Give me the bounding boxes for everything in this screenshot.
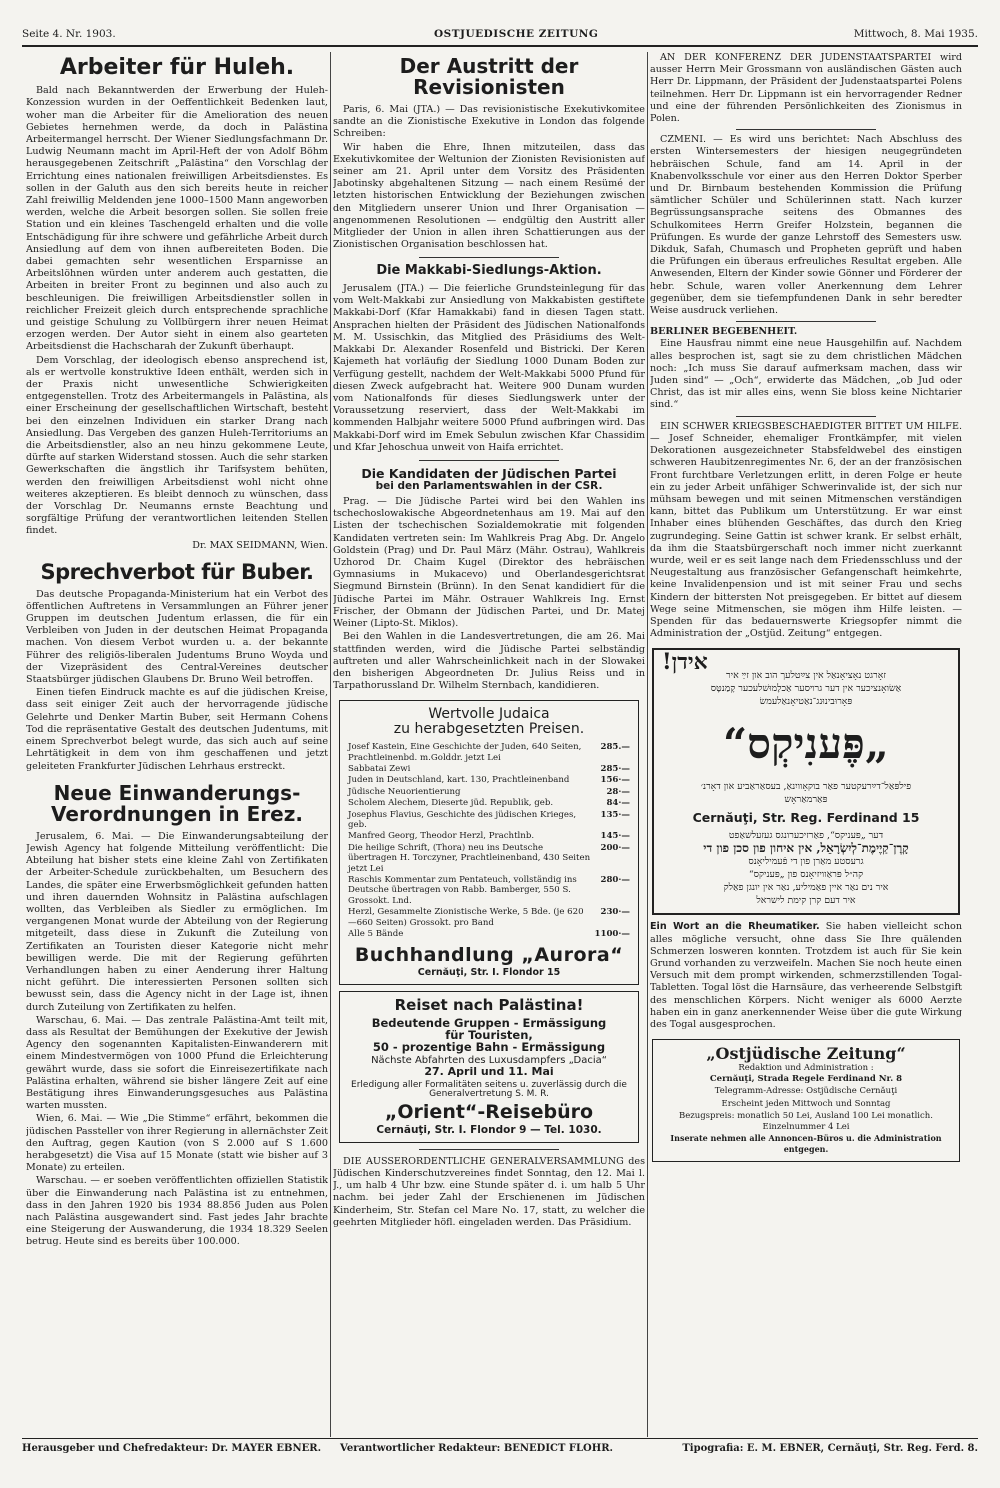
book-title: Herzl, Gesammelte Zionistische Werke, 5 Bde. (je 620—660 Seiten) Grossokt. pro Band xyxy=(348,907,584,928)
book-title: Josef Kastein, Eine Geschichte der Juden, 640 Seiten, Prachtleinenbd. m.Golddr. jetzt Lei xyxy=(348,742,582,763)
book-row xyxy=(348,764,630,775)
paragraph: Wir haben die Ehre, Ihnen mitzuteilen, dass das Exekutivkomitee der Weltunion der Zionisten Revisionisten auf seiner am 21. April unter dem Vorsitz des Präsidenten Jabotinsky abgehaltenen Sitzung — nach einem Resümé der letzten historischen Entwicklung der Beziehungen zwischen den Mitgliedern unserer Union und Ihrer Organisation — angenommenen Resolutionen — endgültig den Austritt aller Mitglieder der Union in allen ihren Schattierungen aus der Zionistischen Organisation beschlossen hat. xyxy=(333,141,645,251)
book-title: Raschis Kommentar zum Pentateuch, vollständig ins Deutsche übertragen von Rabb. Bamberger, 550 S. Grossokt. Lnd. xyxy=(348,875,577,906)
article-signature: Dr. MAX SEIDMANN, Wien. xyxy=(192,539,328,551)
advert-line: Nächste Abfahrten des Luxusdampfers „Dacia“ xyxy=(371,1054,607,1066)
book-row xyxy=(348,809,630,831)
article-title: Die Makkabi-Siedlungs-Aktion. xyxy=(376,263,602,279)
book-title: Alle 5 Bände xyxy=(348,929,404,940)
paragraph: Bald nach Bekanntwerden der Erwerbung der Huleh-Konzession wurden in der Oeffentlichkeit Bedenken laut, woher man die Arbeiter für die Amelioration des neuen Gebietes hernehmen werde, da doch in Palästina Arbeitermangel herrscht. Der Wiener Siedlungsfachmann Dr. Ludwig Neumann macht im April-Heft der von Adolf Böhm herausgegebenen Zeitschrift „Palästina“ den Vorschlag der Errichtung eines nationalen freiwilligen Arbeitsdienstes. Es sollen in der Galuth aus den sich bereits heute in reicher Zahl freiwillig Meldenden jene 1000–1500 Mann angeworben werden, welche die Arbeit besorgen sollen. Sie sollen freie Station und ein kleines Taschengeld erhalten und die volle Entschädigung für ihre schwere und gefährliche Arbeit durch Ansiedlung auf dem von ihnen aufbereiteten Boden. Die dabei gemachten sehr wesentlichen Ersparnisse an Arbeitslöhnen würden unter anderem auch gestatten, die Arbeiten in breiter Front zu beginnen und also auch zu beschleunigen. Die freiwilligen Arbeitsdienstler sollen in reichlicher Freizeit gleich durch entsprechende sprachliche und geistige Schulung zu Vollbürgern ihrer neuen Heimat erzogen werden. Der Autor sieht in einem also gearteten Arbeitsdienst die Hachscharah der Zukunft überhaupt. xyxy=(26,85,328,353)
issue-date: Mittwoch, 8. Mai 1935. xyxy=(853,28,978,40)
book-row xyxy=(348,929,630,940)
separator xyxy=(419,1149,559,1150)
article-body xyxy=(333,283,645,454)
advert-line: פּאָרוּבינוּנג־נאַטיאָנאַלעמשׂ xyxy=(759,696,853,708)
section-heading: BERLINER BEGEBENHEIT. xyxy=(650,326,798,338)
article-body xyxy=(26,85,328,538)
book-title: Scholem Alechem, Dieserte jüd. Republik, geb. xyxy=(348,798,554,809)
travel-agency-address: Cernăuţi, Str. I. Flondor 9 — Tel. 1030. xyxy=(376,1123,602,1136)
advert-line: פּאַרמאַראָש xyxy=(784,794,828,806)
paragraph: Warschau, 6. Mai. — Das zentrale Palästina-Amt teilt mit, dass als Resultat der Bemühungen der Exekutive der Jewish Agency den sogenannten Kapitalisten-Einwanderern mit einem Mindestvermögen von 1000 Pfund die Erleichterung gewährt wurde, dass sie sofort die Einreisezertifikate nach Palästina erhalten, während sie bisher längere Zeit auf eine Bestätigung ihres Einwanderungsgesuches aus Palästina warten mussten. xyxy=(26,1014,328,1112)
advert-travel xyxy=(339,991,639,1143)
news-item xyxy=(650,134,962,317)
advert-line: גרעסטע מאַרן פון די פֿעמיליאָנס xyxy=(748,856,864,868)
book-price: 280·— xyxy=(600,875,630,886)
imprint-line: Cernăuţi, Strada Regele Ferdinand Nr. 8 xyxy=(709,1074,903,1085)
paragraph: Wien, 6. Mai. — Wie „Die Stimme“ erfährt, bekommen die jüdischen Passteller von ihrer Regierung in allernächster Zeit den Auftrag, gegen Kaution (von S 2.000 auf S 1.600 herabgesetzt) die Visa auf 15 Monate (statt wie bisher auf 3 Monate) zu erteilen. xyxy=(26,1113,328,1174)
column-divider xyxy=(647,52,648,1437)
footer-rule xyxy=(22,1438,978,1439)
advert-body: Sie haben vielleicht schon alles mögliche versucht, ohne dass Sie Ihre quälenden Schmerzen losweren konnten. Trotzdem ist auch für Sie kein Grund vorhanden zu verzweifeln. Machen Sie noch heute einen Versuch mit dem prompt wirkenden, schmerzstillenden Togal-Tabletten. Togal löst die Harnsäure, das verheerende Selbstgift des menschlichen Körpers. Nicht weniger als 6000 Aerzte haben ein in ganz anerkennender Weise über die gute Wirkung des Togal ausgesprochen. xyxy=(650,921,962,1031)
article-title: Sprechverbot für Buber. xyxy=(40,559,314,584)
paragraph: DIE AUSSERORDENTLICHE GENERALVERSAMMLUNG des Jüdischen Kinderschutzvereines findet Sonntag, den 12. Mai l. J., um halb 4 Uhr bzw. eine Stunde später d. i. um halb 5 Uhr nachm. bei jeder Zahl der Erschienenen im Jüdischen Kinderheim, Str. Stefan cel Mare No. 17, statt, zu welcher die geehrten Mitglieder höfl. eingeladen werden. Das Präsidium. xyxy=(333,1155,645,1228)
column-3 xyxy=(650,52,962,1432)
advert-line: 27. April und 11. Mai xyxy=(424,1065,554,1079)
book-price: 230·— xyxy=(600,907,630,918)
travel-agency-name: „Orient“-Reisebüro xyxy=(384,1100,594,1123)
book-price: 200·— xyxy=(600,842,630,853)
book-title: Manfred Georg, Theodor Herzl, Prachtlnb. xyxy=(348,831,535,842)
advert-line: דער „פּעניקס“, פאַרזיכערונגס געזעלשאַפט xyxy=(728,830,884,842)
book-row xyxy=(348,831,630,842)
book-price: 135·— xyxy=(600,809,630,820)
imprint-line: Bezugspreis: monatlich 50 Lei, Ausland 100 Lei monatlich. Einzelnummer 4 Lei xyxy=(679,1111,933,1133)
header-rule xyxy=(22,45,978,47)
paragraph: Bei den Wahlen in die Landesvertretungen, die am 26. Mai stattfinden werden, wird die Jüdische Partei selbständig auftreten und aller Wahrscheinlichkeit nach in der Slowakei den bisherigen Abgeordneten Dr. Julius Reiss und in Tarpathorussland Dr. Wilhelm Sternbach, kandidieren. xyxy=(333,631,645,692)
paragraph: Prag. — Die Jüdische Partei wird bei den Wahlen ins tschechoslowakische Abgeordnetenhaus am 19. Mai auf den Listen der tschechischen Sozialdemokratie mit folgenden Kandidaten vertreten sein: Im Wahlkreis Prag Abg. Dr. Angelo Goldstein (Prag) und Dr. Paul März (Mähr. Ostrau), Wahlkreis Uzhorod Dr. Chaim Kugel (Direktor des hebräischen Gymnasiums in Mukacevo) und Oberlandesgerichtsrat Siegmund Birnstein (Brünn). In den Senat kandidiert für die Jüdische Partei im Mähr. Ostrauer Wahlkreis Ing. Ernst Frischer, der Obmann der Jüdischen Partei, und Dr. Matej Weiner (Lipto-St. Miklos). xyxy=(333,496,645,630)
book-row xyxy=(348,842,630,874)
book-price: 285·— xyxy=(600,764,630,774)
paragraph: Jerusalem (JTA.) — Die feierliche Grundsteinlegung für das vom Welt-Makkabi zur Ansiedlung von Makkabisten gestiftete Makkabi-Dorf (Kfar Hamakkabi) fand in diesen Tagen statt. Ansprachen hielten der Präsident des Jüdischen Nationalfonds M. M. Ussischkin, das Mitglied des Präsidiums des Welt-Makkabi Dr. Alexander Rosenfeld und Bistricki. Der Keren Kajemeth hat vorläufig der Siedlung 1000 Dunam Boden zur Verfügung gestellt, nachdem der Welt-Makkabi 5000 Pfund für diesen Zweck aufgebracht hat. Weitere 900 Dunam wurden vom Nationalfonds für dieses Siedlungswerk unter der Voraussetzung reserviert, dass der Welt-Makkabi im kommenden Halbjahr weitere 5000 Pfund aufbringen wird. Das Makkabi-Dorf wird im Emek Sebulun zwischen Kfar Chassidim und Kfar Jehoschua unweit von Haifa errichtet. xyxy=(333,283,645,453)
separator xyxy=(736,416,876,417)
paragraph: AN DER KONFERENZ DER JUDENSTAATSPARTEI wird ausser Herrn Meir Grossmann von ausländischen Gästen auch Herr Dr. Lippmann, der Präsident der Judenstaatspartei Polens teilnehmen. Herr Dr. Lippmann ist ein hervorragender Redner und eine der führenden Persönlichkeiten des Zionismus in Polen. xyxy=(650,52,962,125)
advert-line: איר נים נאַר איין פאַמיליע, נאַר אין יונגן פאַלק xyxy=(723,882,889,894)
book-price: 1100·— xyxy=(594,929,630,940)
page-number: Seite 4. Nr. 1903. xyxy=(22,28,116,40)
article-body xyxy=(26,831,328,1249)
footer-publisher: Herausgeber und Chefredakteur: Dr. MAYER EBNER. xyxy=(22,1443,322,1454)
column-1 xyxy=(26,52,328,1432)
book-title: Sabbatai Zewi xyxy=(348,764,411,774)
column-2 xyxy=(333,52,645,1432)
book-price-list xyxy=(348,742,630,940)
book-row xyxy=(348,907,630,929)
advert-line: Erledigung aller Formalitäten seitens u. zuverlässig durch die Generalvertretung S. M. R. xyxy=(351,1079,627,1100)
advert-title: Wertvolle Judaica xyxy=(428,706,550,723)
article-body xyxy=(26,589,328,773)
book-row xyxy=(348,742,630,764)
news-item xyxy=(650,338,962,411)
advert-line: פילפּאַל־דײַרעקטער פאַר בוקאָוויִנאַ, בעסאַראַביע און דאָרנ׳ xyxy=(700,781,912,793)
article-body xyxy=(333,104,645,251)
article-title: Der Austritt der Revisionisten xyxy=(399,54,579,99)
advert-line: für Touristen, xyxy=(445,1027,533,1042)
advert-title: zu herabgesetzten Preisen. xyxy=(393,721,585,737)
article-body xyxy=(333,496,645,692)
advert-line: איר דעם קרן קימת לישראל xyxy=(756,895,856,907)
advert-brand: „פֶּענִיקְס“ xyxy=(723,719,889,769)
book-price: 28·— xyxy=(606,786,630,797)
advert-line: אַשׂואָנציכער אין דער גרױסער אַכלָמוּשׁלעכער קָמַנטָּס xyxy=(710,683,902,695)
page-footer xyxy=(22,1443,978,1463)
paragraph: Eine Hausfrau nimmt eine neue Hausgehilfin auf. Nachdem alles besprochen ist, sagt sie zu dem christlichen Mädchen noch: „Ich muss Sie darauf aufmerksam machen, dass wir Juden sind“ — „Och“, erwiderte das Mädchen, „ob Jud oder Christ, das ist mir alles eins, wenn Sie bloss keine Nichtarier sind.“ xyxy=(650,338,962,411)
separator xyxy=(736,321,876,322)
advert-address: Cernăuţi, Str. Reg. Ferdinand 15 xyxy=(692,810,920,826)
book-title: Josephus Flavius, Geschichte des jüdischen Krieges, geb. xyxy=(348,809,577,831)
book-row xyxy=(348,786,630,797)
advert-togal xyxy=(650,921,962,1031)
advert-judaica xyxy=(339,700,639,985)
article-title: Arbeiter für Huleh. xyxy=(59,55,295,80)
paragraph: Jerusalem, 6. Mai. — Die Einwanderungsabteilung der Jewish Agency hat folgende Mitteilung veröffentlicht: Die Abteilung hat bisher stets eine kleine Zahl von Zertifikaten der Arbeiter-Schedule zurückbehalten, um Besuchern des Landes, die später eine Erwerbsmöglichkeit gefunden hatten und ihren dauernden Wohnsitz in Palästina aufschlagen wollten, das Verbleiben als Siedler zu ermöglichen. Im vergangenen Monat wurde der Abteilung von der Regierung mitgeteilt, dass diese in Zukunft die Zuteilung von Zertifikaten an Touristen dieser Kategorie nicht mehr bewilligen werde. Die mit der Regierung geführten Verhandlungen haben zu einer Aenderung ihrer Haltung nicht geführt. Die interessierten Personen sollten sich bewusst sein, dass die Agency nicht in der Lage ist, ihnen durch Zuteilung von Zertifikaten zu helfen. xyxy=(26,830,328,1013)
book-row xyxy=(348,775,630,786)
paragraph: CZMENI. — Es wird uns berichtet: Nach Abschluss des ersten Wintersemesters der hiesigen neugegründeten hebräischen Schule, fand am 14. April in der Knabenvolksschule vor einer aus den Herren Doktor Sperber und Dr. Birnbaum bestehenden Kommission die Prüfung sämtlicher Schüler und Schülerinnen statt. Nach kurzer Begrüssungsansprache seitens des Obmannes des Schulkomitees Herrn Greifer Holzstein, begannen die Prüfungen. Es wurde der ganze Lehrstoff des Semesters usw. Dikduk, Safah, Chumasch und Propheten geprüft und haben die Prüfungen ein überaus erfreuliches Resultat ergeben. Alle Anwesenden, Eltern der Kinder sowie Gönner und Förderer der hebr. Schule, waren voller Anerkennung dem Lehrer gegenüber, dem sie tiefempfundenen Dank in sehr beredter Weise ausdruck verliehen. xyxy=(650,134,962,317)
paragraph: Paris, 6. Mai (JTA.) — Das revisionistische Exekutivkomitee sandte an die Zionistische Exekutive in London das folgende Schreiben: xyxy=(333,104,645,140)
paragraph: Einen tiefen Eindruck machte es auf die jüdischen Kreise, dass seit einiger Zeit auch der hervorragende jüdische Gelehrte und Denker Martin Buber, seit Hermann Cohens Tod die repräsentative Gestalt des deutschen Judentums, mit einem Sprechverbot belegt wurde, das sich auch auf seine Lehrtätigkeit in dem von ihm geschaffenen und jetzt geleiteten Frankfurter Jüdischen Lehrhaus erstreckt. xyxy=(26,687,328,772)
imprint-line: Telegramm-Adresse: Ostjüdische Cernăuţi xyxy=(714,1086,898,1097)
article-body xyxy=(333,1156,645,1229)
book-price: 84·— xyxy=(606,798,630,809)
imprint-line: Erscheint jeden Mittwoch und Sonntag xyxy=(721,1099,891,1110)
separator xyxy=(419,460,559,461)
imprint-box xyxy=(652,1039,960,1162)
separator xyxy=(736,129,876,130)
page-header xyxy=(22,28,978,44)
advert-phoenix xyxy=(652,648,960,915)
footer-editor: Verantwortlicher Redakteur: BENEDICT FLOHR. xyxy=(340,1443,613,1454)
paragraph: Das deutsche Propaganda-Ministerium hat ein Verbot des öffentlichen Auftretens in Versammlungen an Führer jener Gruppen im deutschen Judentum erlassen, die für ein Verbleiben von Juden in der deutschen Heimat Propaganda machen. Von diesem Verbot wurden u. a. der bekannte Führer des religiös-liberalen Judentums Bruno Woyda und der Vizepräsident des Central-Vereines deutscher Staatsbürger jüdischen Glaubens Dr. Bruno Weil betroffen. xyxy=(26,588,328,686)
advert-line: Bedeutende Gruppen - Ermässigung xyxy=(371,1015,607,1030)
imprint-line: Inserate nehmen alle Annoncen-Büros u. die Administration entgegen. xyxy=(670,1133,942,1155)
book-title: Jüdische Neuorientierung xyxy=(348,786,461,797)
article-title: Neue Einwanderungs-Verordnungen in Erez. xyxy=(51,780,303,826)
book-row xyxy=(348,875,630,907)
paragraph: Warschau. — er soeben veröffentlichten offiziellen Statistik über die Einwanderung nach Palästina ist zu entnehmen, dass in den Jahren 1920 bis 1934 88.856 Juden aus Polen nach Palästina ausgewandert sind. Fast jedes Jahr brachte eine Steigerung der Auswanderung, die 1934 18.329 Seelen betrug. Heute sind es bereits über 100.000. xyxy=(26,1175,328,1248)
news-item xyxy=(650,52,962,125)
book-price: 285.— xyxy=(600,742,630,753)
book-price: 145·— xyxy=(600,831,630,842)
separator xyxy=(419,257,559,258)
imprint-line: Redaktion und Administration : xyxy=(738,1063,874,1074)
paragraph: Dem Vorschlag, der ideologisch ebenso ansprechend ist, als er wertvolle konstruktive Ideen enthält, werden sich in der Praxis nicht unwesentliche Schwierigkeiten entgegenstellen. Trotz des Arbeitermangels in Palästina, als einer Erscheinung der gesellschaftlichen Wirtschaft, besteht bei den einzelnen Individuen ein starker Drang nach Ansiedlung. Das Vergeben des ganzen Huleh-Territoriums an die Arbeitsdienstler, also an neu hinzu gekommene Leute, dürfte auf starken Widerstand stossen. Auch die sehr starken Gewerkschaften die ängstlich ihr Tarifsystem behüten, werden den freiwilligen Arbeitsdienst wohl nicht ohne weiteres akzeptieren. Es bleibt dennoch zu wünschen, dass der Vorschlag Dr. Neumanns ernste Beachtung und sorgfältige Prüfung der verantwortlichen leitenden Stellen findet. xyxy=(26,354,328,537)
article-subtitle: bei den Parlamentswahlen in der CSR. xyxy=(375,480,603,493)
book-title: Die heilige Schrift, (Thora) neu ins Deutsche übertragen H. Torczyner, Prachtleinenband, 430 Seiten jetzt Lei xyxy=(348,842,591,874)
column-divider xyxy=(330,52,331,1437)
advert-title: Ein Wort an die Rheumatiker. xyxy=(650,921,820,933)
bookshop-address: Cernăuţi, Str. I. Flondor 15 xyxy=(417,966,561,978)
book-title: Juden in Deutschland, kart. 130, Prachtleinenband xyxy=(348,775,570,786)
footer-printer: Tipografia: E. M. EBNER, Cernăuţi, Str. Reg. Ferd. 8. xyxy=(682,1443,978,1454)
advert-line: 50 - prozentige Bahn - Ermässigung xyxy=(372,1039,606,1054)
masthead: OSTJUEDISCHE ZEITUNG xyxy=(434,28,599,40)
imprint-title: „Ostjüdische Zeitung“ xyxy=(706,1044,906,1064)
paragraph: EIN SCHWER KRIEGSBESCHAEDIGTER BITTET UM HILFE. — Josef Schneider, ehemaliger Frontkämpfer, mit vielen Dekorationen ausgezeichneter Stabsfeldwebel des einstigen schweren Haubitzenregimentes Nr. 6, der an der französischen Front furchtbare Verletzungen erlitt, in deren Folge er heute ein zu jeder Arbeit unfähiger Schwerinvalide ist, der sich nur mühsam bewegen und mit seinen Mitmenschen verständigen kann, bittet das Publikum um Unterstützung. Er war einst Inhaber eines blühenden Geschäftes, das durch den Krieg zugrundeging. Seine Gattin ist schwer krank. Er selbst erhält, da ihm die Staatsbürgerschaft noch immer nicht zuerkannt wurde, weil er es seit lange nach dem Friedensschluss und der Neugestaltung aus französischer Gefangenschaft heimkehrte, keine Invalidenpension und ist mit seiner Frau und sechs Kindern der bittersten Not preisgegeben. Er bittet auf diesem Wege seine Mitmenschen, sie mögen ihm Hilfe leisten. — Spenden für das bedauernswerte Kriegsopfer nimmt die Administration der „Ostjüd. Zeitung“ entgegen. xyxy=(650,420,962,640)
advert-line: קה״ל פּראַוויזיאָנס פון „פּעניקס“ xyxy=(748,869,864,881)
article-title: Die Kandidaten der Jüdischen Partei xyxy=(361,465,617,481)
book-price: 156·— xyxy=(600,775,630,786)
book-row xyxy=(348,798,630,809)
advert-line: קָרֶן־קַיֶימֶת־לְיִשְׂרָאֵל, אין איחון פון סכן פון די xyxy=(703,841,909,856)
bookshop-name: Buchhandlung „Aurora“ xyxy=(354,944,624,966)
advert-title: Reiset nach Palästina! xyxy=(394,995,584,1014)
news-item xyxy=(650,421,962,641)
advert-headline: אידן! xyxy=(662,649,708,676)
advert-line: זאָרגט נאָציאָנאַל אין צײַטלעך הוב און זײַ איר xyxy=(726,670,886,682)
